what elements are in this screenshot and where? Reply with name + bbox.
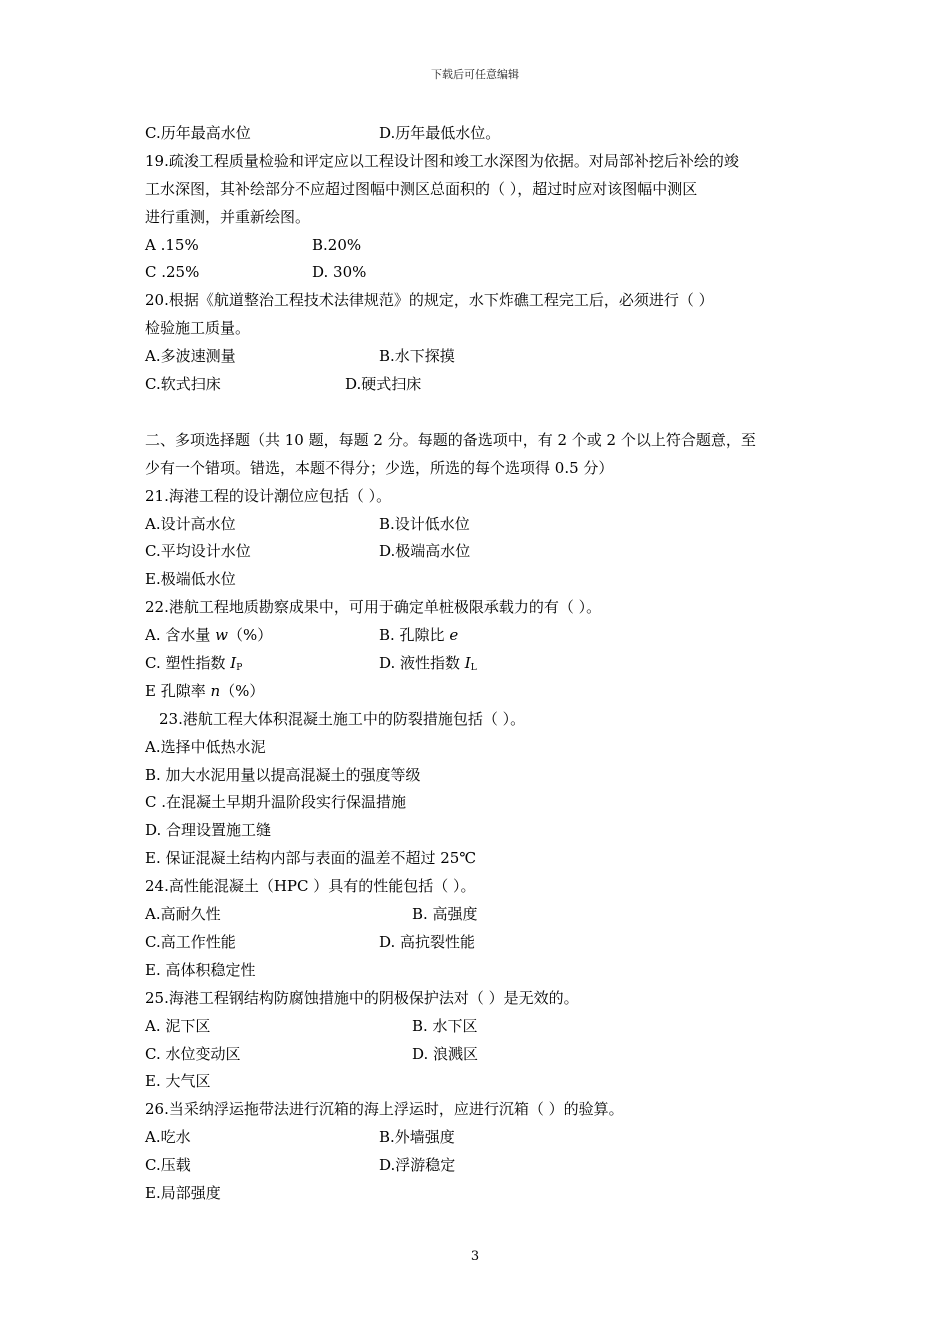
q25-option-e: E. 大气区 <box>145 1072 211 1091</box>
q24-options-cd <box>145 929 810 957</box>
q22-options-cd <box>145 650 810 678</box>
q18-option-c: C.历年最高水位 <box>145 124 251 142</box>
section2-instructions-line2: 少有一个错项。错选，本题不得分；少选，所选的每个选项得 0.5 分） <box>145 458 614 477</box>
q22-options-ab <box>145 622 810 650</box>
q22-option-c: C. 塑性指数 $I_P$ <box>145 654 243 674</box>
q26-stem: 26.当采纳浮运拖带法进行沉箱的海上浮运时，应进行沉箱（ ）的验算。 <box>145 1100 624 1119</box>
q22-option-d: D. 液性指数 $I_L$ <box>379 654 477 674</box>
q20-option-c: C.软式扫床 <box>145 375 221 394</box>
q18-option-d: D.历年最低水位。 <box>379 124 501 142</box>
q26-option-c: C.压载 <box>145 1156 191 1175</box>
q20-option-b: B.水下探摸 <box>379 347 455 366</box>
q18-options-cd <box>145 120 810 148</box>
q22-stem: 22.港航工程地质勘察成果中，可用于确定单桩极限承载力的有（ ）。 <box>145 598 602 617</box>
q21-option-e: E.极端低水位 <box>145 570 236 589</box>
q25-options-ab <box>145 1013 810 1041</box>
q23-option-e: E. 保证混凝土结构内部与表面的温差不超过 25℃ <box>145 849 477 868</box>
q21-option-c: C.平均设计水位 <box>145 542 251 561</box>
q23-option-b: B. 加大水泥用量以提高混凝土的强度等级 <box>145 765 421 784</box>
q26-option-a: A.吃水 <box>145 1128 191 1147</box>
q19-options-cd <box>145 259 810 287</box>
q23-option-d: D. 合理设置施工缝 <box>145 821 272 840</box>
q20-option-a: A.多波速测量 <box>145 347 236 366</box>
q26-option-e: E.局部强度 <box>145 1183 221 1202</box>
q25-option-b: B. 水下区 <box>412 1016 478 1035</box>
q22-option-a: A. 含水量 w（%） <box>145 626 273 645</box>
q26-options-cd <box>145 1152 810 1180</box>
page-number: 3 <box>470 1249 480 1264</box>
q21-options-cd <box>145 538 810 566</box>
q25-options-cd <box>145 1041 810 1069</box>
q19-option-c: C .25% <box>145 263 200 282</box>
document-body <box>145 120 810 1208</box>
q19-stem-line2: 工水深图，其补绘部分不应超过图幅中测区总面积的（ ），超过时应对该图幅中测区 <box>145 179 698 198</box>
q24-option-c: C.高工作性能 <box>145 932 236 951</box>
q24-option-d: D. 高抗裂性能 <box>379 932 476 951</box>
section2-instructions-line1: 二、多项选择题（共 10 题，每题 2 分。每题的备选项中，有 2 个或 2 个以上符合题意，至 <box>145 430 756 449</box>
q24-option-b: B. 高强度 <box>412 905 478 924</box>
q23-stem: 23.港航工程大体积混凝土施工中的防裂措施包括（ ）。 <box>159 709 526 728</box>
section-spacer <box>145 399 810 427</box>
q26-option-d: D.浮游稳定 <box>379 1156 456 1175</box>
q20-options-cd <box>145 371 810 399</box>
q25-option-a: A. 泥下区 <box>145 1016 211 1035</box>
q20-option-d: D.硬式扫床 <box>345 375 422 394</box>
q26-options-ab <box>145 1124 810 1152</box>
q21-options-ab <box>145 511 810 539</box>
q20-stem-line2: 检验施工质量。 <box>145 319 251 338</box>
q24-options-ab <box>145 901 810 929</box>
q20-stem-line1: 20.根据《航道整治工程技术法律规范》的规定，水下炸礁工程完工后，必须进行（ ） <box>145 291 714 310</box>
q22-option-b: B. 孔隙比 e <box>379 626 459 645</box>
q19-option-d: D. 30% <box>312 263 367 282</box>
q23-option-a: A.选择中低热水泥 <box>145 737 266 756</box>
q21-option-d: D.极端高水位 <box>379 542 471 561</box>
q20-options-ab <box>145 343 810 371</box>
q25-option-c: C. 水位变动区 <box>145 1044 241 1063</box>
q19-stem-line1: 19.疏浚工程质量检验和评定应以工程设计图和竣工水深图为依据。对局部补挖后补绘的竣 <box>145 151 739 170</box>
q24-stem: 24.高性能混凝土（HPC ）具有的性能包括（ ）。 <box>145 877 476 896</box>
q19-option-b: B.20% <box>312 235 362 254</box>
q25-option-d: D. 浪溅区 <box>412 1044 479 1063</box>
q24-option-e: E. 高体积稳定性 <box>145 960 256 979</box>
q22-option-e: E 孔隙率 n（%） <box>145 681 265 700</box>
q21-option-a: A.设计高水位 <box>145 514 236 533</box>
q21-option-b: B.设计低水位 <box>379 514 470 533</box>
q19-options-ab <box>145 232 810 260</box>
q24-option-a: A.高耐久性 <box>145 905 221 924</box>
q19-option-a: A .15% <box>145 235 199 254</box>
q21-stem: 21.海港工程的设计潮位应包括（ ）。 <box>145 486 392 505</box>
q26-option-b: B.外墙强度 <box>379 1128 455 1147</box>
q19-stem-line3: 进行重测，并重新绘图。 <box>145 207 311 226</box>
q23-option-c: C .在混凝土早期升温阶段实行保温措施 <box>145 793 407 812</box>
q25-stem: 25.海港工程钢结构防腐蚀措施中的阴极保护法对（ ）是无效的。 <box>145 988 579 1007</box>
page-header: 下载后可任意编辑 <box>431 68 519 81</box>
